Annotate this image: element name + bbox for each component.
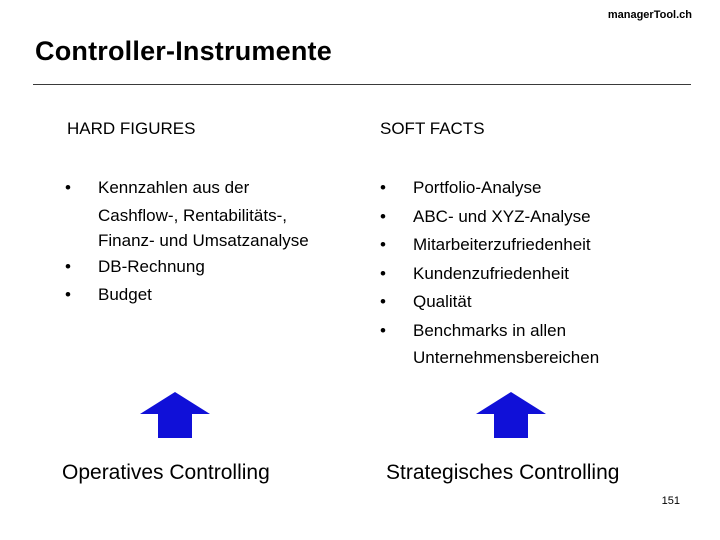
list-item-text: Portfolio-Analyse [413,178,542,197]
bullet-icon: • [380,178,386,197]
list-item-text: Kennzahlen aus der [98,178,250,197]
hard-figures-heading: HARD FIGURES [67,119,196,138]
bullet-icon: • [380,235,386,254]
bullet-icon: • [65,256,71,276]
soft-facts-heading: SOFT FACTS [380,119,485,138]
list-item-text: Benchmarks in allen [413,320,567,340]
page-number: 151 [661,495,680,507]
list-item [65,281,365,310]
up-arrow-icon [140,392,210,438]
brand-label: managerTool.ch [607,9,692,21]
page-title: Controller-Instrumente [35,36,332,66]
list-item [380,203,680,232]
list-item [380,174,680,203]
list-item-text: DB-Rechnung [98,256,205,276]
bullet-icon: • [380,206,386,226]
list-item-text: Finanz- und Umsatzanalyse [98,230,309,250]
bullet-icon: • [380,320,386,340]
up-arrow-icon [476,392,546,438]
list-item-text: Mitarbeiterzufriedenheit [413,235,591,254]
list-item [380,317,680,371]
bullet-icon: • [65,178,71,197]
bullet-icon: • [380,263,386,283]
hard-figures-list [65,174,365,310]
list-item [380,231,680,260]
list-item [380,260,680,289]
list-item-text: ABC- und XYZ-Analyse [413,206,591,226]
operatives-controlling-label: Operatives Controlling [62,461,270,484]
title-divider [33,84,691,85]
list-item-text: Budget [98,285,152,304]
strategisches-controlling-label: Strategisches Controlling [386,461,620,484]
soft-facts-list [380,174,680,370]
list-item-text: Unternehmensbereichen [413,348,600,367]
list-item-text: Qualität [413,292,472,311]
list-item-text: Kundenzufriedenheit [413,263,569,283]
list-item-text: Cashflow-, Rentabilitäts-, [98,205,287,225]
list-item [380,288,680,317]
bullet-icon: • [380,292,386,311]
bullet-icon: • [65,285,71,304]
list-item [65,174,365,253]
list-item [65,253,365,282]
